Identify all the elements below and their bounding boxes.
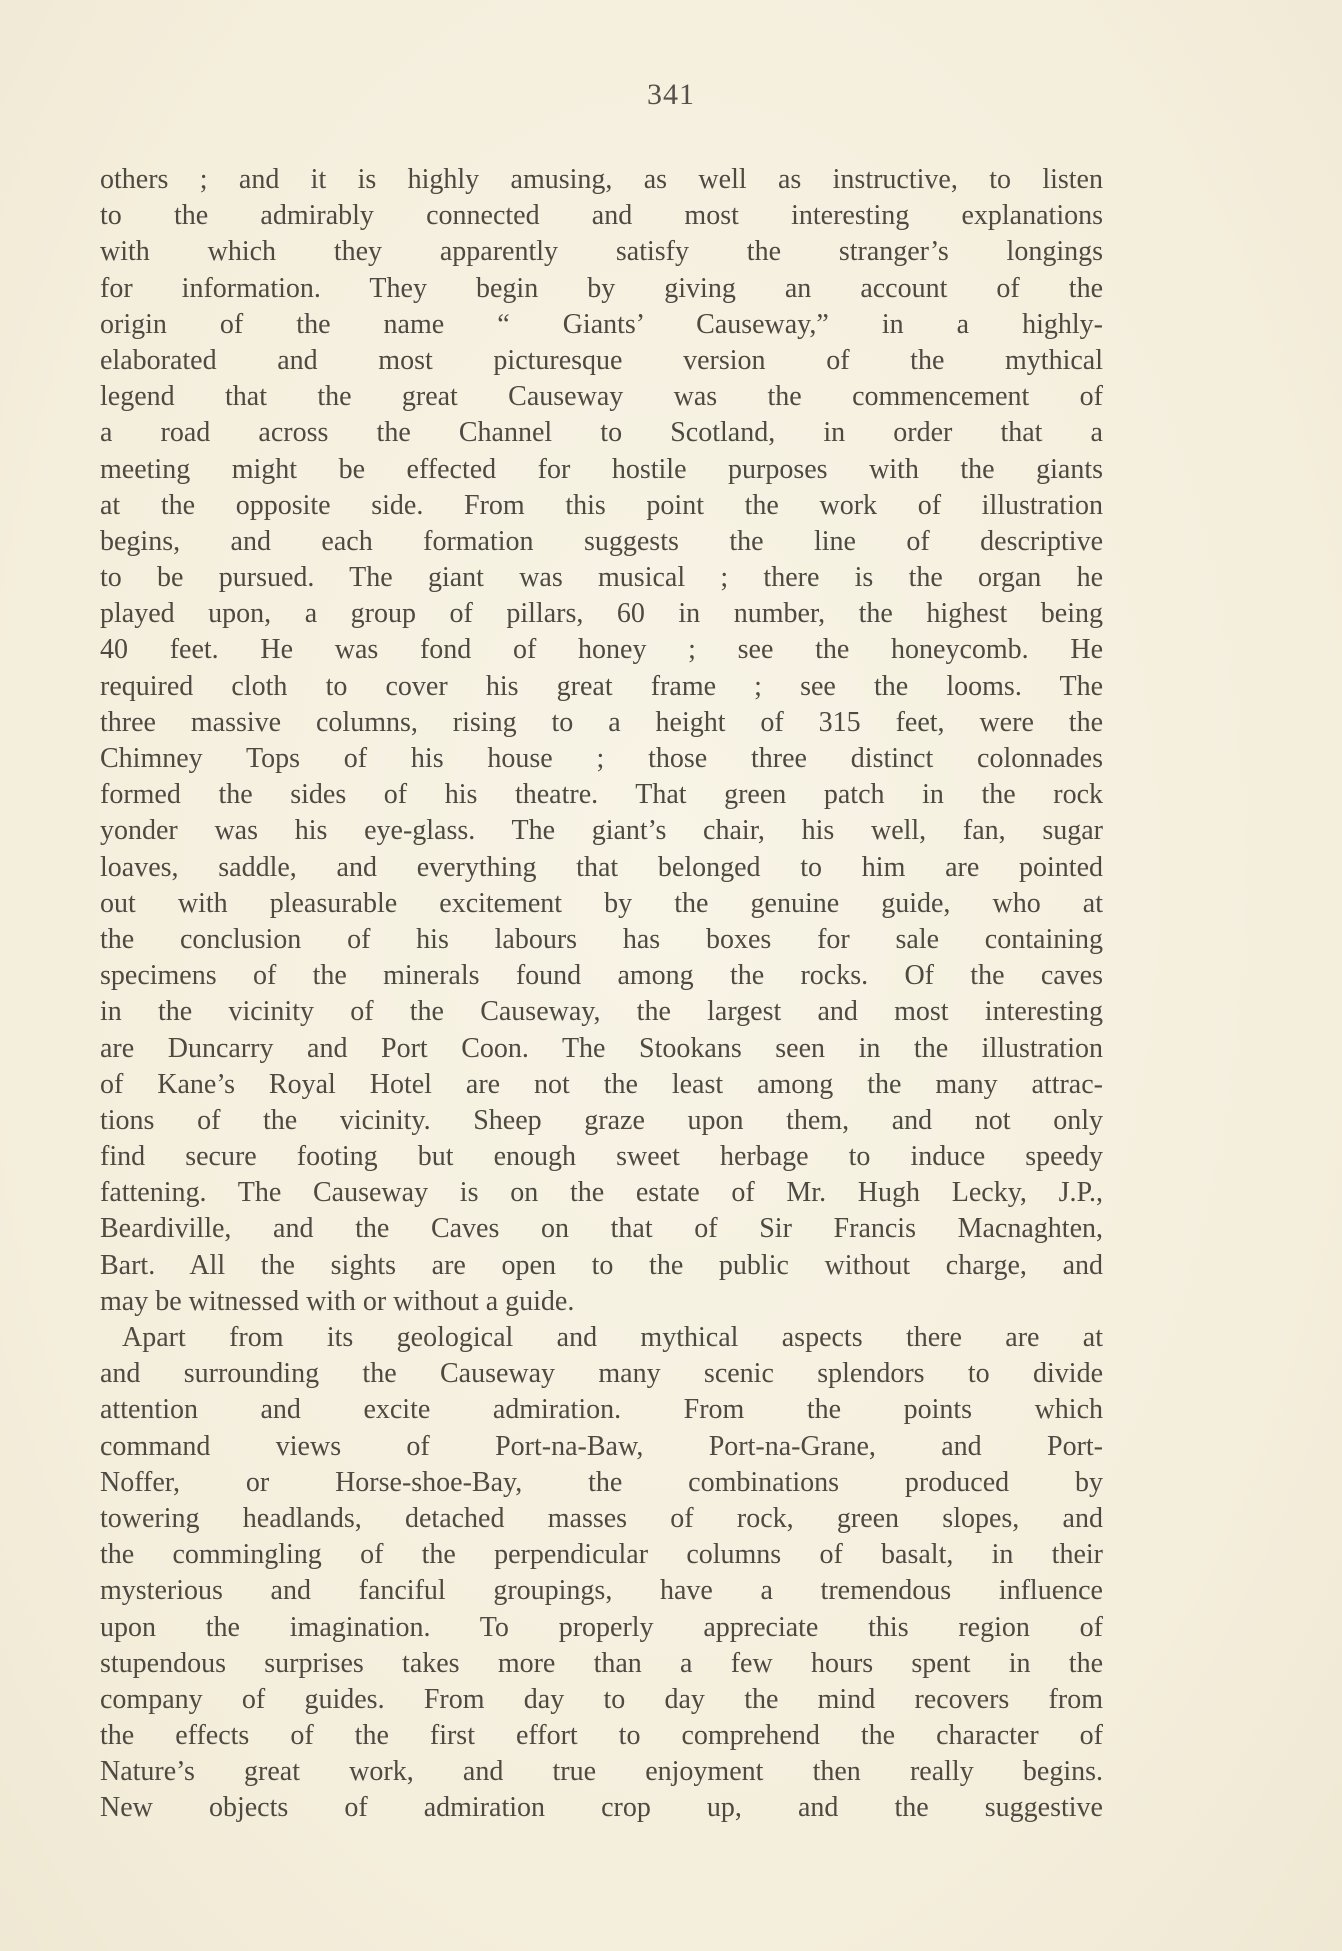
text-line: company of guides. From day to day the mind recovers from	[100, 1683, 1103, 1715]
page-number: 341	[647, 78, 695, 111]
text-line: with which they apparently satisfy the stranger’s longings	[100, 236, 1103, 268]
text-line: Bart. All the sights are open to the public without charge, and	[100, 1249, 1103, 1281]
text-line: to the admirably connected and most interesting explanations	[100, 200, 1103, 232]
text-line: three massive columns, rising to a height of 315 feet, were the	[100, 706, 1103, 738]
text-line: the conclusion of his labours has boxes for sale containing	[100, 923, 1103, 955]
text-line: loaves, saddle, and everything that belonged to him are pointed	[100, 851, 1103, 883]
body-text	[100, 162, 1103, 1827]
text-line: at the opposite side. From this point the work of illustration	[100, 489, 1103, 521]
text-line: legend that the great Causeway was the commencement of	[100, 381, 1103, 413]
text-line: meeting might be effected for hostile purposes with the giants	[100, 453, 1103, 485]
text-line: a road across the Channel to Scotland, in order that a	[100, 417, 1103, 449]
text-line: for information. They begin by giving an account of the	[100, 272, 1103, 304]
text-line: may be witnessed with or without a guide.	[100, 1285, 575, 1317]
text-line: fattening. The Causeway is on the estate of Mr. Hugh Lecky, J.P.,	[100, 1177, 1103, 1209]
text-line: stupendous surprises takes more than a few hours spent in the	[100, 1647, 1103, 1679]
text-line: the commingling of the perpendicular columns of basalt, in their	[100, 1539, 1103, 1571]
text-line: upon the imagination. To properly appreciate this region of	[100, 1611, 1103, 1643]
text-line: required cloth to cover his great frame ; see the looms. The	[100, 670, 1103, 702]
text-line: origin of the name “ Giants’ Causeway,” in a highly-	[100, 308, 1103, 340]
text-line: yonder was his eye-glass. The giant’s chair, his well, fan, sugar	[100, 815, 1103, 847]
text-line: mysterious and fanciful groupings, have a tremendous influence	[100, 1575, 1103, 1607]
text-line: tions of the vicinity. Sheep graze upon them, and not only	[100, 1104, 1103, 1136]
text-line: the effects of the first effort to comprehend the character of	[100, 1720, 1103, 1752]
text-line: are Duncarry and Port Coon. The Stookans seen in the illustration	[100, 1032, 1103, 1064]
text-line: Beardiville, and the Caves on that of Sir Francis Macnaghten,	[100, 1213, 1103, 1245]
text-line: of Kane’s Royal Hotel are not the least among the many attrac-	[100, 1068, 1103, 1100]
text-line: specimens of the minerals found among the rocks. Of the caves	[100, 960, 1103, 992]
text-line: towering headlands, detached masses of rock, green slopes, and	[100, 1502, 1103, 1534]
text-line: Noffer, or Horse-shoe-Bay, the combinations produced by	[100, 1466, 1103, 1498]
text-line: elaborated and most picturesque version of the mythical	[100, 344, 1103, 376]
text-line: in the vicinity of the Causeway, the largest and most interesting	[100, 996, 1103, 1028]
text-line: out with pleasurable excitement by the genuine guide, who at	[100, 887, 1103, 919]
text-line: command views of Port-na-Baw, Port-na-Grane, and Port-	[100, 1430, 1103, 1462]
text-line: to be pursued. The giant was musical ; there is the organ he	[100, 562, 1103, 594]
text-line: Chimney Tops of his house ; those three distinct colonnades	[100, 743, 1103, 774]
text-line: others ; and it is highly amusing, as well as instructive, to listen	[100, 164, 1103, 195]
text-line: Nature’s great work, and true enjoyment then really begins.	[100, 1756, 1103, 1788]
text-line: formed the sides of his theatre. That green patch in the rock	[100, 779, 1103, 811]
text-line: played upon, a group of pillars, 60 in number, the highest being	[100, 598, 1103, 630]
text-line: find secure footing but enough sweet herbage to induce speedy	[100, 1141, 1103, 1173]
text-line: attention and excite admiration. From the points which	[100, 1394, 1103, 1426]
text-line: New objects of admiration crop up, and the suggestive	[100, 1792, 1103, 1824]
text-line: and surrounding the Causeway many scenic splendors to divide	[100, 1358, 1103, 1390]
text-line: Apart from its geological and mythical aspects there are at	[122, 1322, 1103, 1353]
text-line: begins, and each formation suggests the line of descriptive	[100, 525, 1103, 557]
text-line: 40 feet. He was fond of honey ; see the honeycomb. He	[100, 634, 1103, 666]
